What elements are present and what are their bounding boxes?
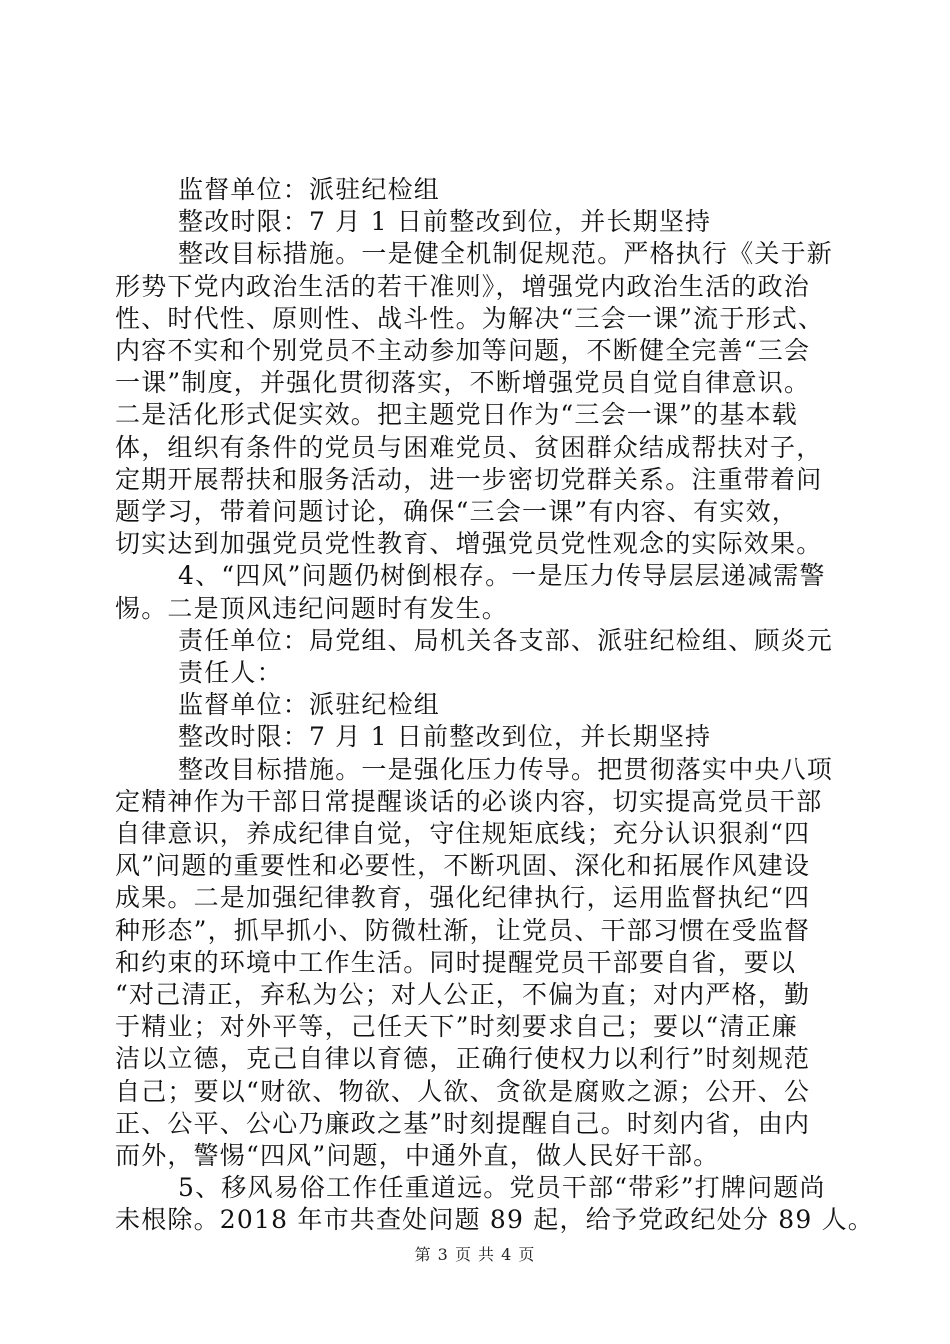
text-line: 而外，警惕“四风”问题，中通外直，做人民好干部。 (115, 1141, 720, 1170)
text-line: “对己清正，弃私为公；对人公正，不偏为直；对内严格，勤 (115, 980, 811, 1009)
text-line: 整改时限：7 月 1 日前整改到位，并长期坚持 (178, 207, 712, 237)
text-line: 和约束的环境中工作生活。同时提醒党员干部要自省，要以 (115, 947, 797, 977)
text-line: 性、时代性、原则性、战斗性。为解决“三会一课”流于形式、 (115, 303, 825, 333)
text-line: 定精神作为干部日常提醒谈话的必谈内容，切实提高党员干部 (115, 786, 823, 816)
text-line: 整改目标措施。一是强化压力传导。把贯彻落实中央八项 (178, 754, 834, 784)
text-line: 整改时限：7 月 1 日前整改到位，并长期坚持 (178, 722, 712, 752)
text-line: 内容不实和个别党员不主动参加等问题，不断健全完善“三会 (115, 336, 811, 365)
text-line: 切实达到加强党员党性教育、增强党员党性观念的实际效果。 (115, 529, 823, 559)
text-line: 定期开展帮扶和服务活动，进一步密切党群关系。注重带着问 (115, 464, 823, 494)
text-line: 题学习，带着问题讨论，确保“三会一课”有内容、有实效， (115, 497, 798, 526)
text-line: 形势下党内政治生活的若干准则》，增强党内政治生活的政治 (115, 271, 810, 301)
text-line: 体，组织有条件的党员与困难党员、贫困群众结成帮扶对子， (115, 432, 823, 462)
text-line: 未根除。2018 年市共查处问题 89 起，给予党政纪处分 89 人。 (115, 1205, 874, 1235)
text-line: 惕。二是顶风违纪问题时有发生。 (115, 593, 509, 623)
text-line: 监督单位：派驻纪检组 (178, 175, 441, 204)
page-footer: 第 3 页 共 4 页 (414, 1245, 536, 1264)
text-line: 责任人： (178, 658, 283, 687)
text-line: 于精业；对外平等，己任天下”时刻要求自己；要以“清正廉 (115, 1012, 798, 1042)
text-line: 一课”制度，并强化贯彻落实，不断增强党员自觉自律意识。 (115, 368, 811, 398)
text-line: 5、移风易俗工作任重道远。党员干部“带彩”打牌问题尚 (178, 1173, 826, 1203)
text-line: 正、公平、公心乃廉政之基”时刻提醒自己。时刻内省，由内 (115, 1108, 811, 1138)
text-line: 洁以立德，克己自律以育德，正确行使权力以利行”时刻规范 (115, 1044, 811, 1074)
text-line: 种形态”，抓早抓小、防微杜渐，让党员、干部习惯在受监督 (115, 915, 811, 945)
text-line: 监督单位：派驻纪检组 (178, 690, 441, 720)
text-line: 自律意识，养成纪律自觉，守住规矩底线；充分认识狠刹“四 (115, 819, 811, 848)
text-line: 二是活化形式促实效。把主题党日作为“三会一课”的基本载 (115, 400, 798, 430)
text-line: 整改目标措施。一是健全机制促规范。严格执行《关于新 (178, 239, 834, 269)
text-line: 4、“四风”问题仍树倒根存。一是压力传导层层递减需警 (178, 561, 826, 591)
text-line: 自己；要以“财欲、物欲、人欲、贪欲是腐败之源；公开、公 (115, 1076, 811, 1106)
text-line: 责任单位：局党组、局机关各支部、派驻纪检组、顾炎元 (178, 625, 834, 655)
text-line: 成果。二是加强纪律教育，强化纪律执行，运用监督执纪“四 (115, 883, 811, 913)
text-line: 风”问题的重要性和必要性，不断巩固、深化和拓展作风建设 (115, 851, 811, 881)
